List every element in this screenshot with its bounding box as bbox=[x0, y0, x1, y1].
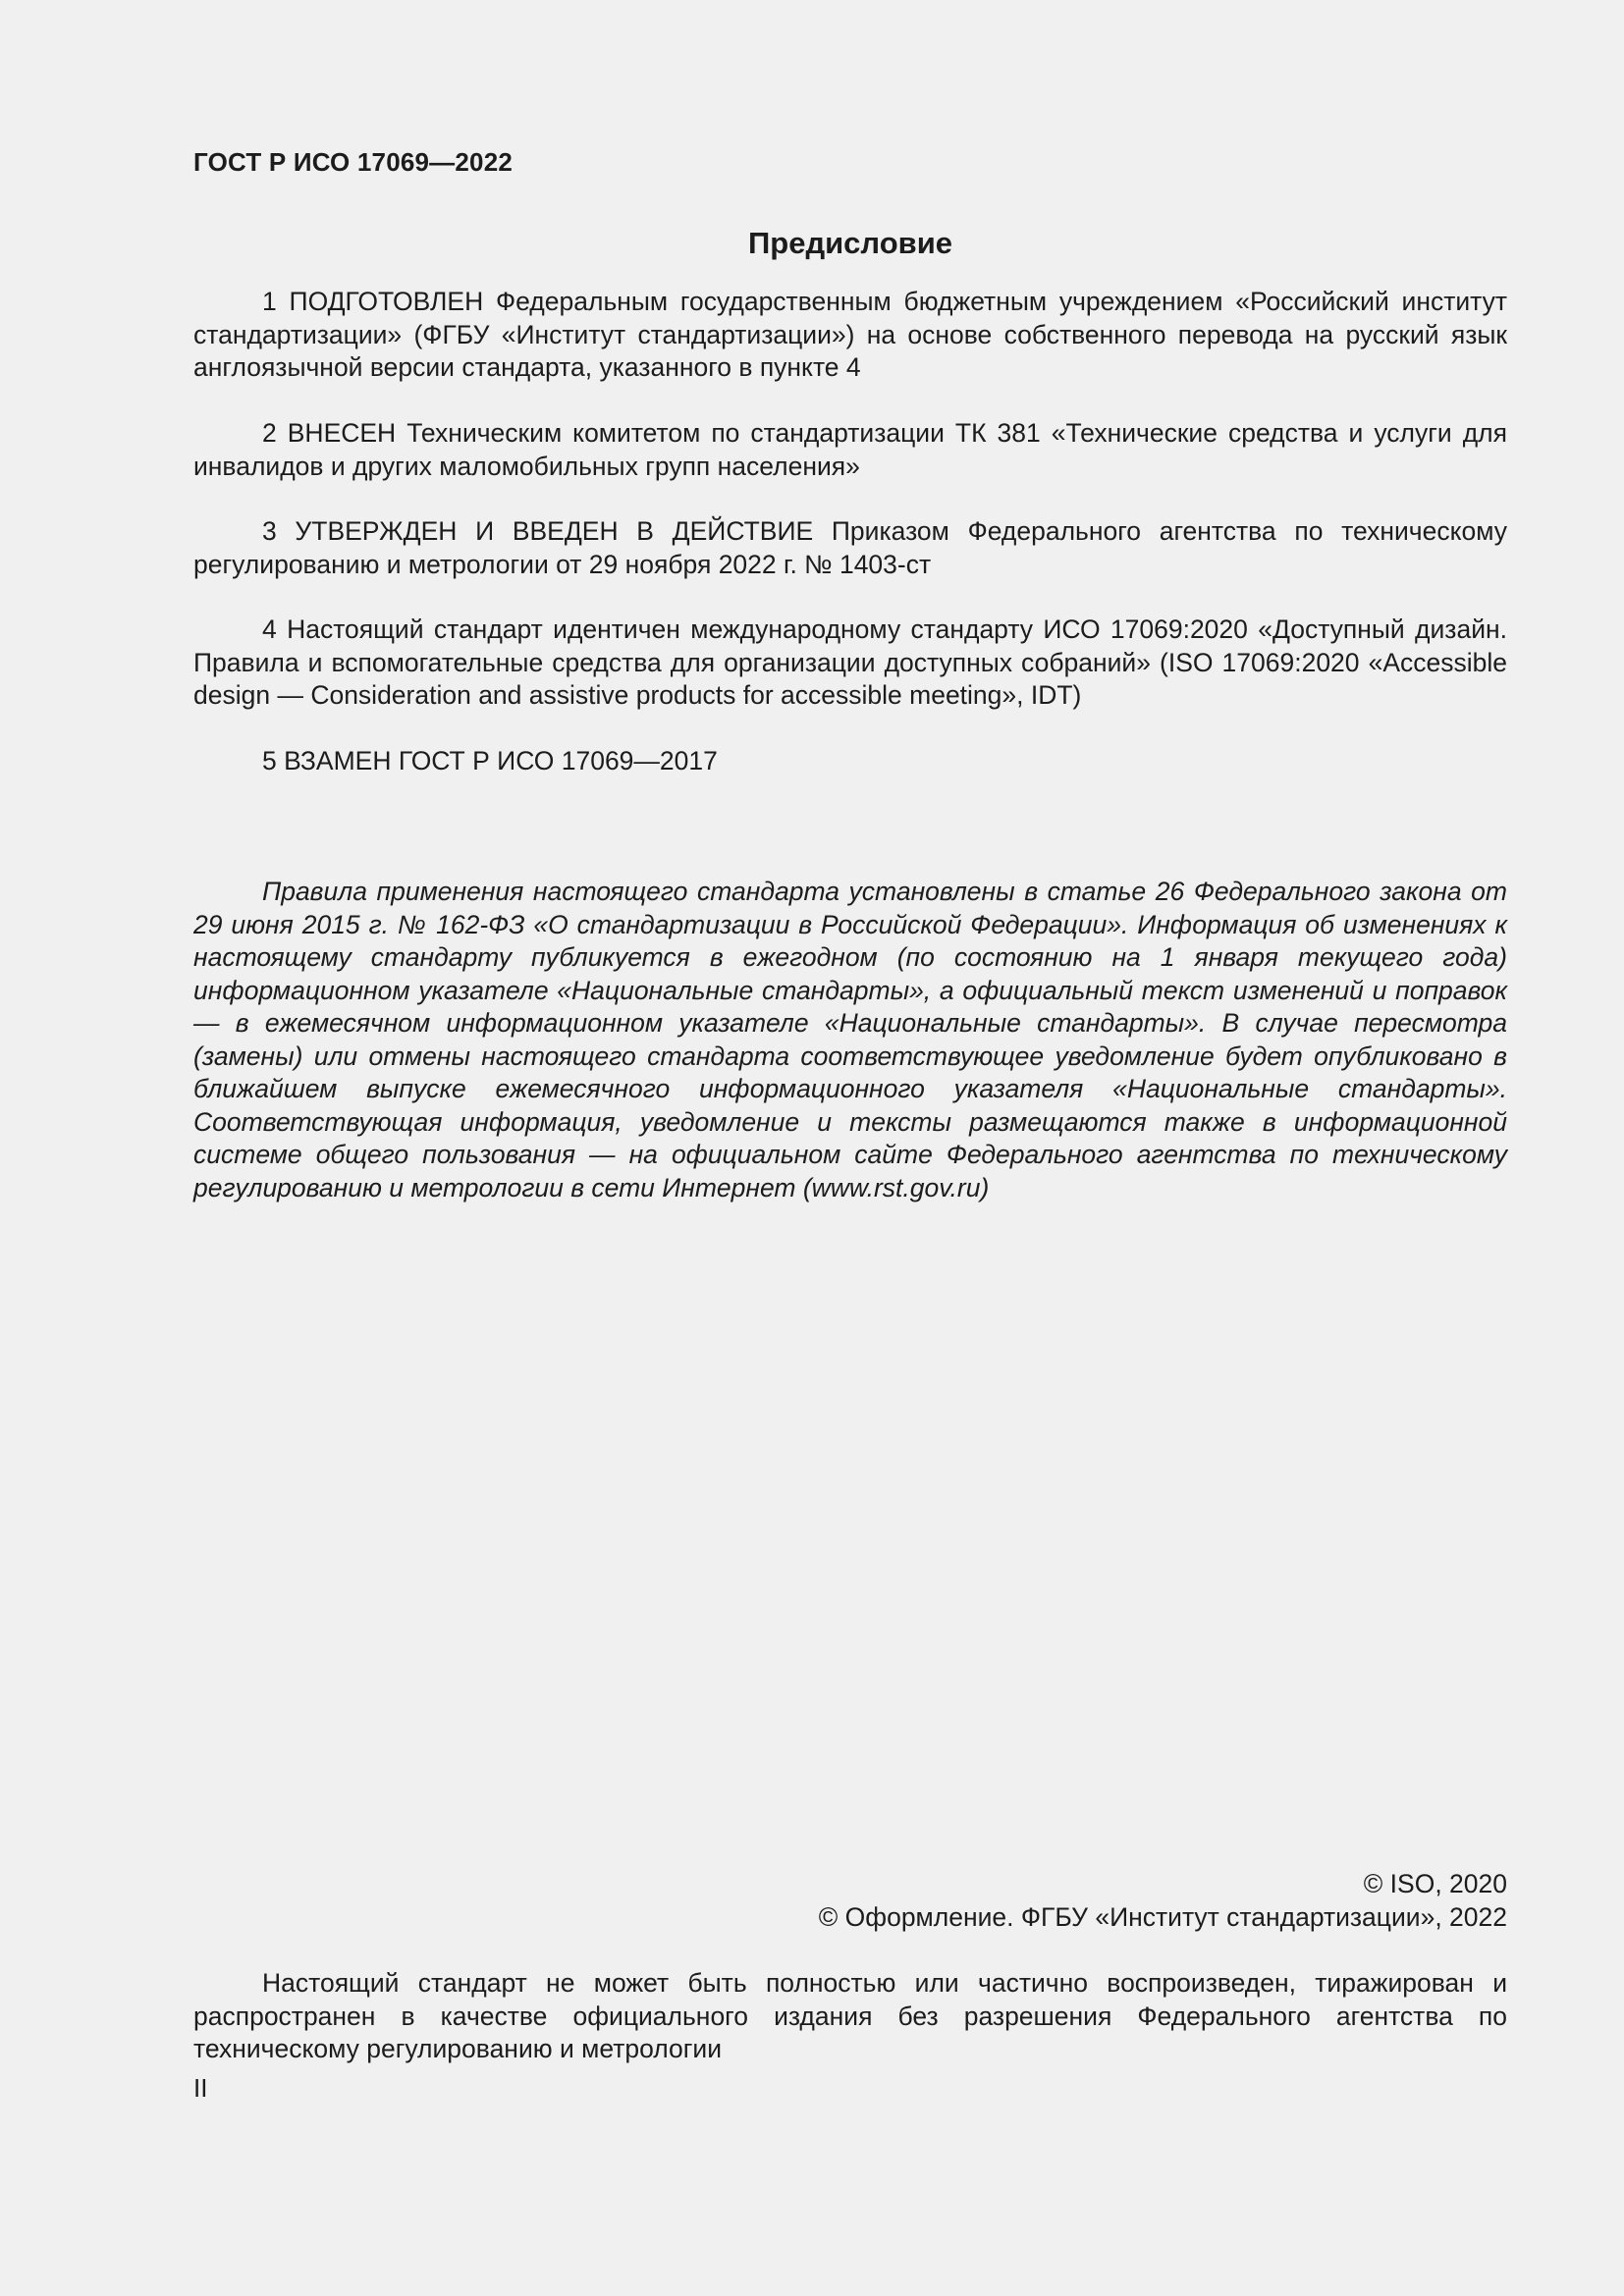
foreword-item-3: 3 УТВЕРЖДЕН И ВВЕДЕН В ДЕЙСТВИЕ Приказом Федерального агентства по техническому регулированию и метрологии от 29 ноября 2022 г. № 1403-ст bbox=[193, 516, 1507, 579]
foreword-item-2: 2 ВНЕСЕН Техническим комитетом по стандартизации ТК 381 «Технические средства и услуги для инвалидов и других маломобильных групп населения» bbox=[193, 418, 1507, 481]
foreword-item-4: 4 Настоящий стандарт идентичен международному стандарту ИСО 17069:2020 «Доступный дизайн. Правила и вспомогательные средства для организации доступных собраний» (ISO 17069:2020 «Accessible design — Consideration and assistive products for accessible meeting», IDT) bbox=[193, 614, 1507, 710]
foreword-item-1: 1 ПОДГОТОВЛЕН Федеральным государственным бюджетным учреждением «Российский институт стандартизации» (ФГБУ «Институт стандартизации») на основе собственного перевода на русский язык англоязычной версии стандарта, указанного в пункте 4 bbox=[193, 287, 1507, 382]
copyright-design: © Оформление. ФГБУ «Институт стандартизации», 2022 bbox=[818, 1902, 1507, 1932]
reproduction-note: Настоящий стандарт не может быть полностью или частично воспроизведен, тиражирован и распространен в качестве официального издания без разрешения Федерального агентства по техническому регулированию и метрологии bbox=[193, 1968, 1507, 2063]
document-page bbox=[193, 0, 1507, 2296]
page-number: II bbox=[193, 2073, 208, 2103]
document-code: ГОСТ Р ИСО 17069—2022 bbox=[193, 147, 514, 177]
page-title: Предисловие bbox=[747, 226, 952, 260]
copyright-iso: © ISO, 2020 bbox=[1363, 1869, 1507, 1898]
foreword-item-5: 5 ВЗАМЕН ГОСТ Р ИСО 17069—2017 bbox=[262, 746, 718, 775]
rules-note: Правила применения настоящего стандарта установлены в статье 26 Федерального закона от 29 июня 2015 г. № 162-ФЗ «О стандартизации в Российской Федерации». Информация об изменениях к настоящему стандарту публикуется в ежегодном (по состоянию на 1 января текущего года) информационном указателе «Национальные стандарты», а официальный текст изменений и поправок — в ежемесячном информационном указателе «Национальные стандарты». В случае пересмотра (замены) или отмены настоящего стандарта соответствующее уведомление будет опубликовано в ближайшем выпуске ежемесячного информационного указателя «Национальные стандарты». Соответствующая информация, уведомление и тексты размещаются также в информационной системе общего пользования — на официальном сайте Федерального агентства по техническому регулированию и метрологии в сети Интернет (www.rst.gov.ru) bbox=[193, 877, 1507, 1202]
